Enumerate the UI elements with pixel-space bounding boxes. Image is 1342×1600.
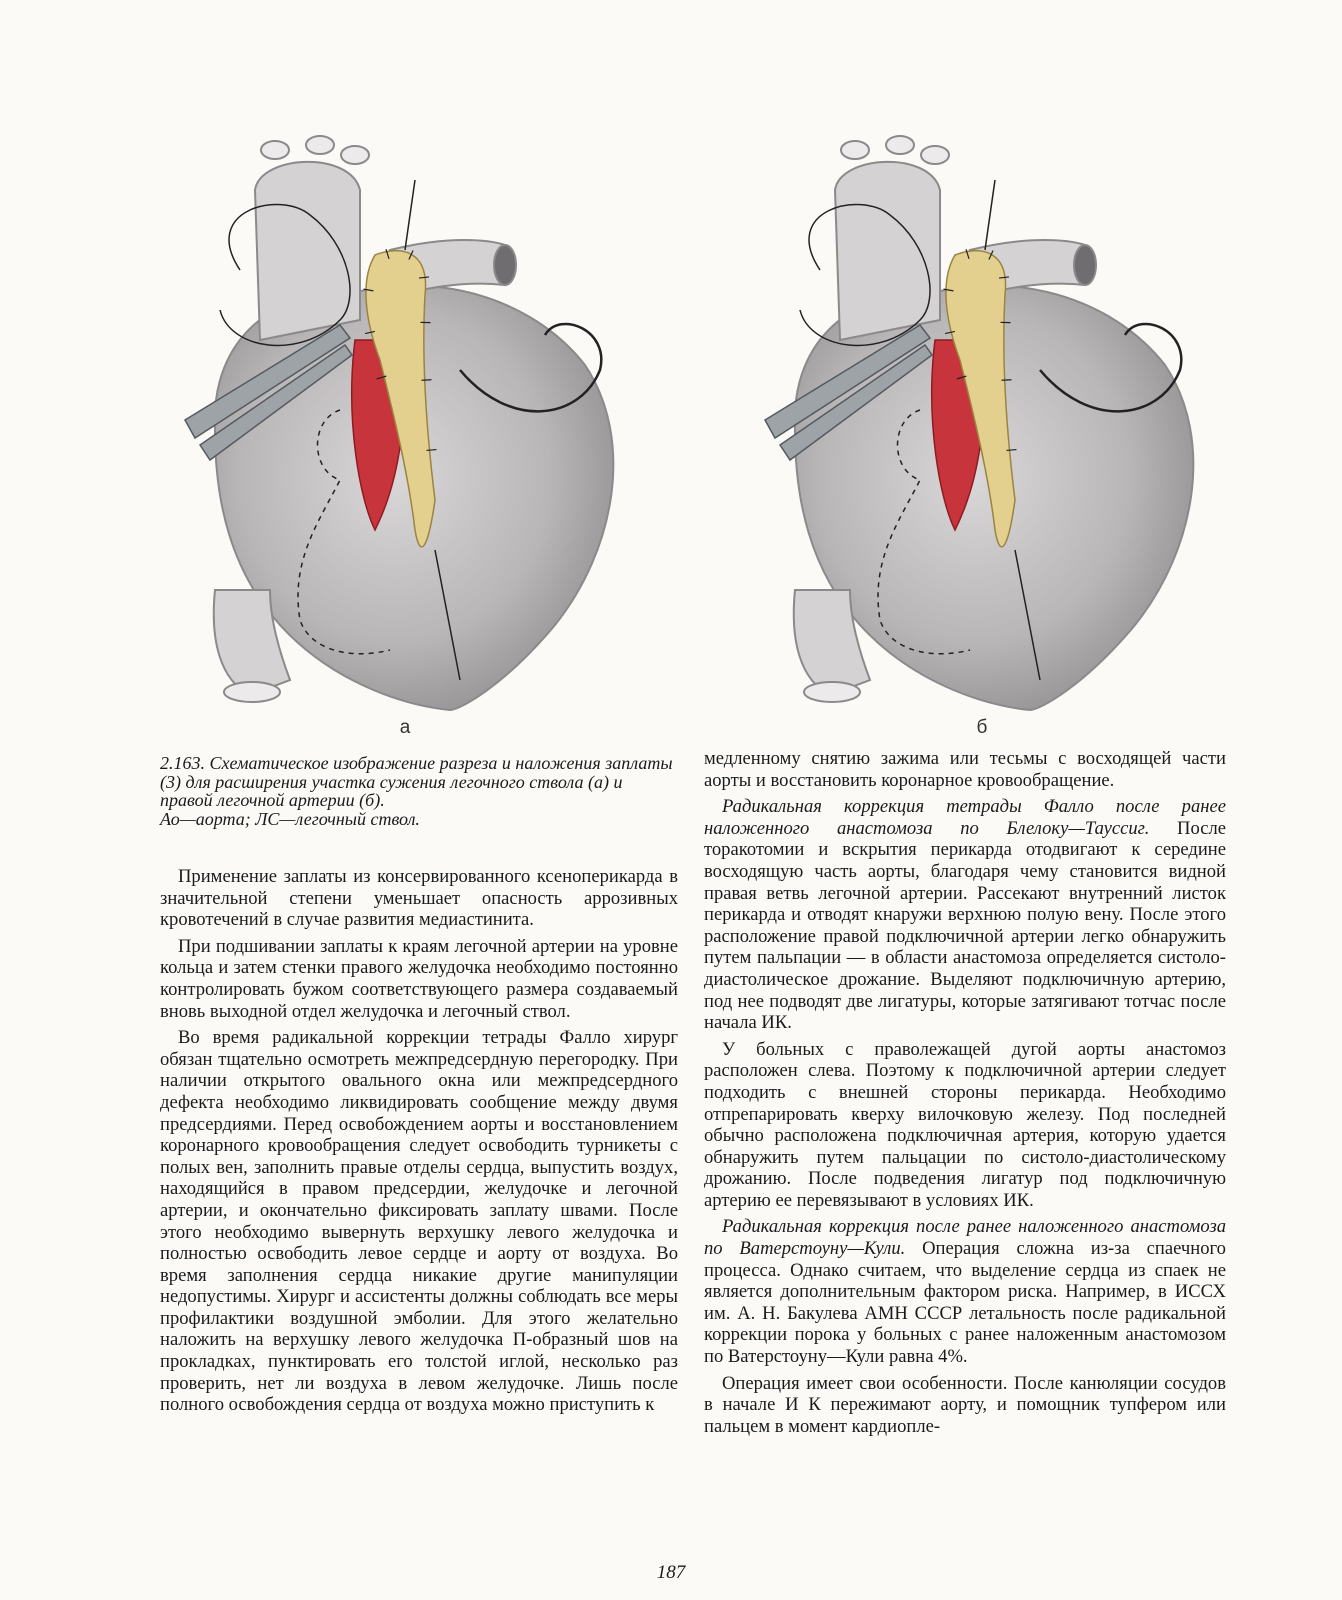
figure-caption: [160, 754, 678, 828]
caption-legend: Ао—аорта; ЛС—легочный ствол.: [160, 808, 420, 829]
paragraph: Операция имеет свои особенности. После канюляции сосудов в начале И К пережимают аорту, и помощник тупфером или пальцем в момент кардиопле-: [704, 1372, 1226, 1437]
vessel-opening: [921, 146, 949, 164]
vessel-opening: [841, 141, 869, 159]
paragraph: Во время радикальной коррекции тетрады Фалло хирург обязан тщательно осмотреть межпредсердную перегородку. При наличии открытого овального окна или межпредсердного дефекта необходимо ликвидировать сообщение между двумя предсердиями. Перед освобождением аорты и восстановлением коронарного кровообращения следует освободить турникеты с полых вен, заполнить правые отделы сердца, выпустить воздух, находящийся в правом предсердии, желудочке и легочной артерии, и окончательно фиксировать заплату швами. После этого необходимо вывернуть верхушку левого желудочка и полностью освободить левое сердце и аорту от воздуха. Во время заполнения сердца никакие другие манипуляции недопустимы. Хирург и ассистенты должны соблюдать все меры профилактики воздушной эмболии. Для этого желательно наложить на верхушку левого желудочка П-образный шов на прокладках, пунктировать его толстой иглой, несколько раз проверить, нет ли воздуха в левом желудочке. Лишь после полного освобождения сердца от воздуха можно приступить к: [160, 1027, 678, 1416]
paragraph: У больных с праволежащей дугой аорты анастомоз расположен слева. Поэтому к подключичной артерии следует подходить с внешней стороны перикарда. Необходимо отпрепарировать кверху вилочковую железу. Под последней обычно расположена подключичная артерия, которую удается обнаружить путем пальцации по систоло-диастолическому дрожанию. После подведения лигатур под подключичную артерию ее перевязывают в условиях ИК.: [704, 1038, 1226, 1211]
paragraph-body: После торакотомии и вскрытия перикарда отодвигают к середине восходящую часть аорты, благодаря чему становится видной правая ветвь легочной артерии. Рассекают внутренний листок перикарда и отводят кнаружи верхнюю полую вену. После этого расположение правой подключичной артерии легко обнаружить путем пальпации — в области анастомоза определяется систоло-диастолическое дрожание. Выделяют подключичную артерию, под нее подводят две лигатуры, которые затягивают тотчас после начала ИК.: [704, 817, 1226, 1034]
suture-thread: [405, 180, 415, 250]
figure-heart-illustrations: [160, 120, 1240, 750]
paragraph-body: Операция сложна из-за спаечного процесса. Однако считаем, что выделение сердца из спаек не является дополнительным фактором риска. Например, в ИССХ им. А. Н. Бакулева АМН СССР летальность после радикальной коррекции порока у больных с ранее наложенным анастомозом по Ватерстоуну—Кули равна 4%.: [704, 1238, 1226, 1368]
vessel-opening: [1074, 245, 1096, 285]
vessel-opening: [261, 141, 289, 159]
vessel-opening: [494, 245, 516, 285]
page-number: 187: [656, 1562, 686, 1583]
figure-panel-b: [720, 120, 1240, 750]
figure-panel-a: [160, 120, 680, 750]
paragraph: Применение заплаты из консервированного ксеноперикарда в значительной степени уменьшает опасность аррозивных кровотечений в случае развития медиастинита.: [160, 866, 678, 931]
vessel-opening: [341, 146, 369, 164]
panel-label-b: б: [976, 717, 988, 738]
vessel-opening: [306, 136, 334, 154]
left-text-column: [160, 866, 678, 1421]
paragraph: При подшивании заплаты к краям легочной артерии на уровне кольца и затем стенки правого желудочка необходимо постоянно контролировать бужом соответствующего размера создаваемый вновь выходной отдел желудочка и легочный ствол.: [160, 935, 678, 1022]
section-heading: Радикальная коррекция после ранее наложенного анастомоза по Ватерстоуну—Кули.: [704, 1216, 1226, 1260]
caption-line: 2.163. Схематическое изображение разреза и наложения заплаты (3) для расширения участка сужения легочного ствола (а) и правой легочной артерии (б).: [160, 753, 673, 811]
paragraph-continuation: медленному снятию зажима или тесьмы с восходящей части аорты и восстановить коронарное кровообращение.: [704, 748, 1226, 791]
vessel-opening: [886, 136, 914, 154]
panel-label-a: а: [399, 717, 411, 738]
suture-thread: [985, 180, 995, 250]
vessel-opening: [804, 682, 860, 702]
paragraph: [704, 1216, 1226, 1367]
vessel-opening: [224, 682, 280, 702]
right-text-column: [704, 748, 1226, 1442]
heart-illustration-a: [160, 120, 680, 720]
paragraph: [704, 796, 1226, 1034]
section-heading: Радикальная коррекция тетрады Фалло после ранее наложенного анастомоза по Блелоку—Тауссиг.: [704, 796, 1226, 839]
heart-illustration-b: [720, 120, 1240, 720]
